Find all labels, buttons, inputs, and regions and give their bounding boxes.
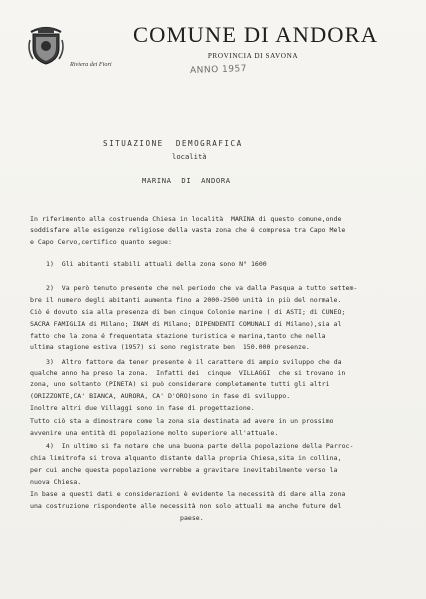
body-text-line: nuova Chiesa. — [30, 478, 82, 486]
body-text-line: paese. — [180, 514, 204, 522]
provincia-subheading: PROVINCIA DI SAVONA — [207, 52, 299, 60]
document-title: SITUAZIONE DEMOGRAFICA — [103, 139, 243, 148]
body-text-line: In riferimento alla costruenda Chiesa in località MARINA di questo comune,onde — [30, 215, 342, 223]
body-text-line: 3) Altro fattore da tener presente è il carattere di ampio sviluppo che da — [46, 358, 342, 366]
body-text-line: 4) In ultimo si fa notare che una buona parte della popolazione della Parroc- — [46, 442, 354, 450]
body-text-line: avvenire una entità di popolazione molto superiore all'attuale. — [30, 429, 279, 437]
body-text-line: 1) Gli abitanti stabili attuali della zona sono N° 1600 — [46, 260, 267, 268]
body-text-line: ultima stagione estiva (1957) si sono registrate ben 150.000 presenze. — [30, 343, 310, 351]
document-subtitle-localita: località — [172, 152, 207, 161]
document-subtitle-place: MARINA DI ANDORA — [142, 176, 231, 185]
body-text-line: 2) Va però tenuto presente che nel periodo che va dalla Pasqua a tutto settem- — [46, 284, 358, 292]
body-text-line: SACRA FAMIGLIA di Milano; INAM di Milano; DIPENDENTI COMUNALI di Milano),sia al — [30, 320, 342, 328]
body-text-line: In base a questi dati e considerazioni è evidente la necessità di dare alla zona — [30, 490, 346, 498]
body-text-line: e Capo Cervo,certifico quanto segue: — [30, 238, 172, 246]
body-text-line: una costruzione rispondente alle necessità non solo attuali ma anche future del — [30, 502, 342, 510]
coat-of-arms-seal — [27, 26, 65, 66]
body-text-line: chia limitrofa si trova alquanto distante dalla propria Chiesa,sita in collina, — [30, 454, 342, 462]
body-text-line: qualche anno ha preso la zona. Infatti dei cinque VILLAGGI che si trovano in — [30, 369, 346, 377]
body-text-line: soddisfare alle esigenze religiose della vasta zona che é compresa tra Capo Mele — [30, 226, 346, 234]
body-text-line: Inoltre altri due Villaggi sono in fase di progettazione. — [30, 404, 255, 412]
riviera-dei-fiori-caption: Riviera dei Fiori — [70, 61, 112, 68]
comune-heading: COMUNE DI ANDORA — [133, 22, 379, 47]
body-text-line: fatto che la zona é frequentata stazione turistica e marina,tanto che nella — [30, 332, 326, 340]
handwritten-year-annotation: ANNO 1957 — [189, 64, 248, 76]
body-text-line: per cui anche questa popolazione verrebbe a gravitare inevitabilmente verso la — [30, 466, 338, 474]
body-text-line: bre il numero degli abitanti aumenta fino a 2000-2500 unità in più del normale. — [30, 296, 342, 304]
body-text-line: zona, uno soltanto (PINETA) si può considerare completamente tutti gli altri — [30, 380, 330, 388]
body-text-line: Tutto ciò sta a dimostrare come la zona sia destinata ad avere in un prossimo — [30, 417, 334, 425]
body-text-line: Ciò é dovuto sia alla presenza di ben cinque Colonie marine ( di ASTI; di CUNEO; — [30, 308, 346, 316]
body-text-line: (ORIZZONTE,CA' BIANCA, AURORA, CA' D'ORO)sono in fase di sviluppo. — [30, 392, 291, 400]
